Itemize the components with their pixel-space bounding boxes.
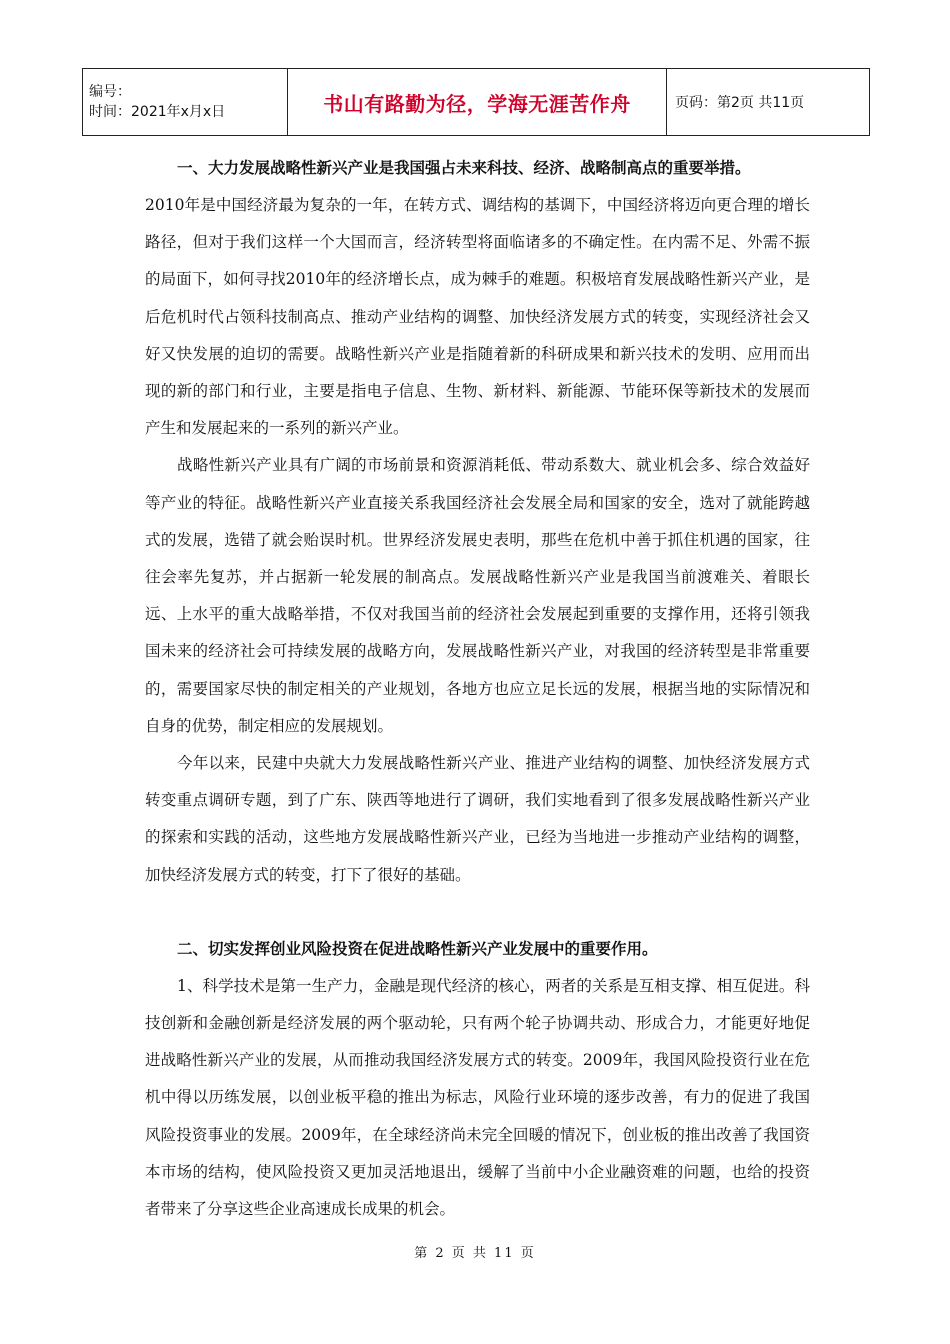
document-date-label: 时间：2021年x月x日 (89, 104, 226, 120)
section-spacer (145, 894, 810, 931)
header-page-label: 页码：第2页 共11页 (675, 95, 805, 111)
paragraph-3: 今年以来，民建中央就大力发展战略性新兴产业、推进产业结构的调整、加快经济发展方式转变重点调研专题，到了广东、陕西等地进行了调研，我们实地看到了很多发展战略性新兴产业的探索和实践的活动，这些地方发展战略性新兴产业，已经为当地进一步推动产业结构的调整，加快经济发展方式的转变，打下了很好的基础。 (145, 754, 810, 884)
header-motto-cell (288, 69, 667, 136)
document-header (82, 68, 870, 136)
page-footer: 第 2 页 共 11 页 (414, 1246, 536, 1261)
section-heading-2: 二、切实发挥创业风险投资在促进战略性新兴产业发展中的重要作用。 (177, 939, 658, 958)
paragraph-4: 1、科学技术是第一生产力，金融是现代经济的核心，两者的关系是互相支撑、相互促进。科技创新和金融创新是经济发展的两个驱动轮，只有两个轮子协调共动、形成合力，才能更好地促进战略性新兴产业的发展，从而推动我国经济发展方式的转变。2009年，我国风险投资行业在危机中得以历练发展，以创业板平稳的推出为标志，风险行业环境的逐步改善，有力的促进了我国风险投资事业的发展。2009年，在全球经济尚未完全回暖的情况下，创业板的推出改善了我国资本市场的结构，使风险投资又更加灵活地退出，缓解了当前中小企业融资难的问题，也给的投资者带来了分享这些企业高速成长成果的机会。 (145, 976, 810, 1219)
header-motto: 书山有路勤为径，学海无涯苦作舟 (323, 91, 631, 116)
section-heading-1: 一、大力发展战略性新兴产业是我国强占未来科技、经济、战略制高点的重要举措。 (177, 159, 751, 177)
document-number-label: 编号： (89, 84, 131, 100)
document-body (145, 150, 810, 1228)
header-page-cell (667, 69, 870, 136)
header-meta-cell (83, 69, 288, 136)
paragraph-1: 2010年是中国经济最为复杂的一年，在转方式、调结构的基调下，中国经济将迈向更合理的增长路径，但对于我们这样一个大国而言，经济转型将面临诸多的不确定性。在内需不足、外需不振的局面下，如何寻找2010年的经济增长点，成为棘手的难题。积极培育发展战略性新兴产业，是后危机时代占领科技制高点、推动产业结构的调整、加快经济发展方式的转变，实现经济社会又好又快发展的迫切的需要。战略性新兴产业是指随着新的科研成果和新兴技术的发明、应用而出现的新的部门和行业，主要是指电子信息、生物、新材料、新能源、节能环保等新技术的发展而产生和发展起来的一系列的新兴产业。 (145, 196, 810, 438)
paragraph-2: 战略性新兴产业具有广阔的市场前景和资源消耗低、带动系数大、就业机会多、综合效益好等产业的特征。战略性新兴产业直接关系我国经济社会发展全局和国家的安全，选对了就能跨越式的发展，选错了就会贻误时机。世界经济发展史表明，那些在危机中善于抓住机遇的国家，往往会率先复苏，并占据新一轮发展的制高点。发展战略性新兴产业是我国当前渡难关、着眼长远、上水平的重大战略举措，不仅对我国当前的经济社会发展起到重要的支撑作用，还将引领我国未来的经济社会可持续发展的战略方向，发展战略性新兴产业，对我国的经济转型是非常重要的，需要国家尽快的制定相关的产业规划，各地方也应立足长远的发展，根据当地的实际情况和自身的优势，制定相应的发展规划。 (145, 456, 810, 735)
